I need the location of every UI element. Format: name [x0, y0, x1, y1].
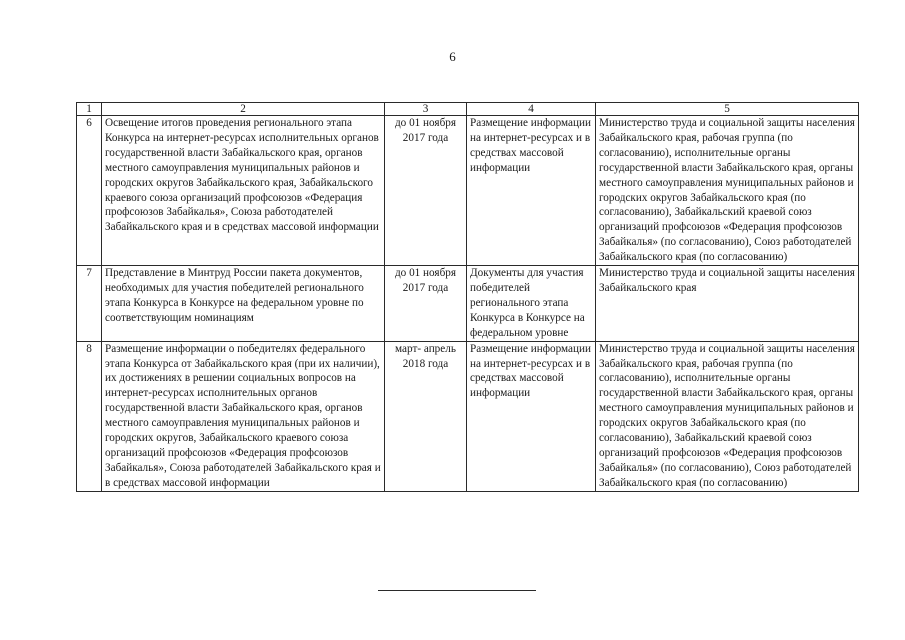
activity-plan-table — [76, 102, 859, 492]
table-row — [77, 341, 859, 491]
row-activity: Представление в Минтруд России пакета документов, необходимых для участия победителей регионального этапа Конкурса в Конкурсе на федеральном уровне по соответствующим номинациям — [102, 266, 385, 342]
row-number: 8 — [77, 341, 102, 491]
column-header-term: 3 — [385, 103, 467, 116]
row-term: до 01 ноября 2017 года — [385, 116, 467, 266]
row-term: до 01 ноября 2017 года — [385, 266, 467, 342]
row-responsible: Министерство труда и социальной защиты населения Забайкальского края, рабочая группа (по согласованию), исполнительные органы государственной власти Забайкальского края, органы местного самоуправления муниципальных районов и городских округов Забайкальского края (по согласованию), Забайкальский краевой союз организаций профсоюзов «Федерация профсоюзов Забайкалья» (по согласованию), Союз работодателей Забайкальского края (по согласованию) — [596, 341, 859, 491]
table-header-row — [77, 103, 859, 116]
row-activity: Размещение информации о победителях федерального этапа Конкурса от Забайкальского края (при их наличии), их достижениях в решении социальных вопросов на интернет-ресурсах исполнительных органов государственной власти Забайкальского края, органов местного самоуправления муниципальных районов и городских округов, Забайкальского краевого союза организаций профсоюзов «Федерация профсоюзов Забайкалья», Союза работодателей Забайкальского края и в средствах массовой информации — [102, 341, 385, 491]
row-term: март- апрель 2018 года — [385, 341, 467, 491]
row-number: 6 — [77, 116, 102, 266]
row-number: 7 — [77, 266, 102, 342]
page-number: 6 — [449, 49, 456, 64]
table-row — [77, 266, 859, 342]
row-activity: Освещение итогов проведения регионального этапа Конкурса на интернет-ресурсах исполнительных органов государственной власти Забайкальского края, органов местного самоуправления муниципальных районов и городских округов Забайкальского края, Забайкальского краевого союза организаций профсоюзов «Федерация профсоюзов Забайкалья», Союза работодателей Забайкальского края и в средствах массовой информации — [102, 116, 385, 266]
column-header-responsible: 5 — [596, 103, 859, 116]
column-header-number: 1 — [77, 103, 102, 116]
row-result: Размещение информации на интернет-ресурсах и в средствах массовой информации — [467, 116, 596, 266]
row-responsible: Министерство труда и социальной защиты населения Забайкальского края — [596, 266, 859, 342]
row-result: Размещение информации на интернет-ресурсах и в средствах массовой информации — [467, 341, 596, 491]
column-header-activity: 2 — [102, 103, 385, 116]
end-of-document-line — [378, 590, 536, 591]
table-row — [77, 116, 859, 266]
row-responsible: Министерство труда и социальной защиты населения Забайкальского края, рабочая группа (по согласованию), исполнительные органы государственной власти Забайкальского края, органы местного самоуправления муниципальных районов и городских округов Забайкальского края (по согласованию), Забайкальский краевой союз организаций профсоюзов «Федерация профсоюзов Забайкалья» (по согласованию), Союз работодателей Забайкальского края (по согласованию) — [596, 116, 859, 266]
column-header-result: 4 — [467, 103, 596, 116]
row-result: Документы для участия победителей регионального этапа Конкурса в Конкурсе на федеральном уровне — [467, 266, 596, 342]
